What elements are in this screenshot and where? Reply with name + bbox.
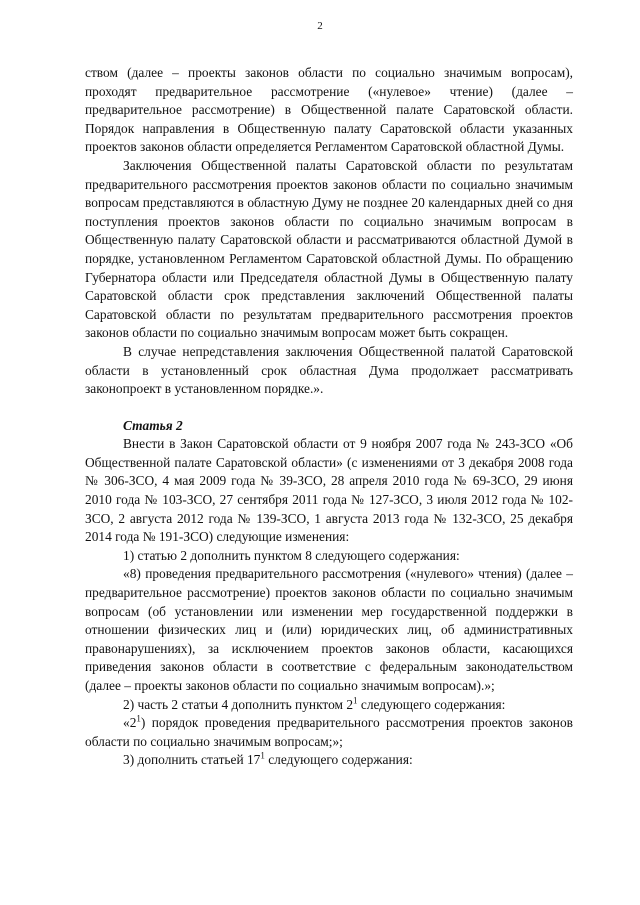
paragraph-continuation: ством (далее – проекты законов области по социально значимым вопросам), проходят предварительное рассмотрение («нулевое» чтение) (далее – предварительное рассмотрение) в Общественной палате Саратовской области. Порядок направления в Общественную палату Саратовской области указанных проектов законов области определяется Регламентом Саратовской областной Думы.: [85, 65, 573, 155]
item-3-text: 3) дополнить статьей 17: [123, 752, 261, 768]
item-2-text: 2) часть 2 статьи 4 дополнить пунктом 2: [123, 696, 354, 712]
paragraph-non-submission: В случае непредставления заключения Общественной палатой Саратовской области в установленный срок областная Дума продолжает рассматривать законопроект в установленном порядке.».: [85, 343, 573, 397]
paragraph-item-2-quote: [85, 714, 573, 751]
item-3-superscript: 1: [260, 750, 265, 761]
item-2-text-end: следующего содержания:: [357, 696, 506, 712]
item-3-text-end: следующего содержания:: [264, 752, 413, 768]
item-2-quote-superscript: 1: [136, 713, 141, 724]
article-heading: Статья 2: [123, 417, 183, 433]
paragraph-item-8-quote: «8) проведения предварительного рассмотрения («нулевого» чтения) (далее – предварительное рассмотрение) проектов законов области по социально значимым вопросам (об установлении или изменении мер государственной поддержки в отношении физических лиц и (или) юридических лиц, об административных правонарушениях), за исключением проектов законов области, касающихся приведения законов области в соответствие с федеральным законодательством (далее – проекты законов области по социально значимым вопросам).»;: [85, 566, 573, 693]
item-2-quote-start: «2: [123, 715, 137, 731]
item-2-quote-text: ) порядок проведения предварительного рассмотрения проектов законов области по социально значимым вопросам;»;: [85, 715, 573, 749]
paragraph-item-2: [85, 696, 573, 715]
document-body: [85, 64, 573, 770]
page-number: 2: [317, 20, 323, 32]
paragraph-item-1: 1) статью 2 дополнить пунктом 8 следующего содержания:: [123, 547, 460, 563]
paragraph-item-3: [85, 751, 573, 770]
paragraph-conclusions: Заключения Общественной палаты Саратовской области по результатам предварительного рассмотрения проектов законов области по социально значимым вопросам представляются в областную Думу не позднее 20 календарных дней со дня поступления проектов законов области по социально значимым вопросам в Общественную палату Саратовской области и рассматриваются областной Думой в порядке, установленном Регламентом Саратовской областной Думы. По обращению Губернатора области или Председателя областной Думы в Общественную палату Саратовской области срок представления заключений Общественной палаты Саратовской области по результатам предварительного рассмотрения проектов законов области по социально значимым вопросам может быть сокращен.: [85, 157, 573, 341]
paragraph-amendments-intro: Внести в Закон Саратовской области от 9 ноября 2007 года № 243-ЗСО «Об Общественной палате Саратовской области» (с изменениями от 3 декабря 2008 года № 306-ЗСО, 4 мая 2009 года № 39-ЗСО, 28 апреля 2010 года № 69-ЗСО, 29 июня 2010 года № 103-ЗСО, 27 сентября 2011 года № 127-ЗСО, 3 июля 2012 года № 102-ЗСО, 2 августа 2012 года № 139-ЗСО, 1 августа 2013 года № 132-ЗСО, 25 декабря 2014 года № 191-ЗСО) следующие изменения:: [85, 436, 573, 545]
item-2-superscript: 1: [353, 695, 358, 706]
